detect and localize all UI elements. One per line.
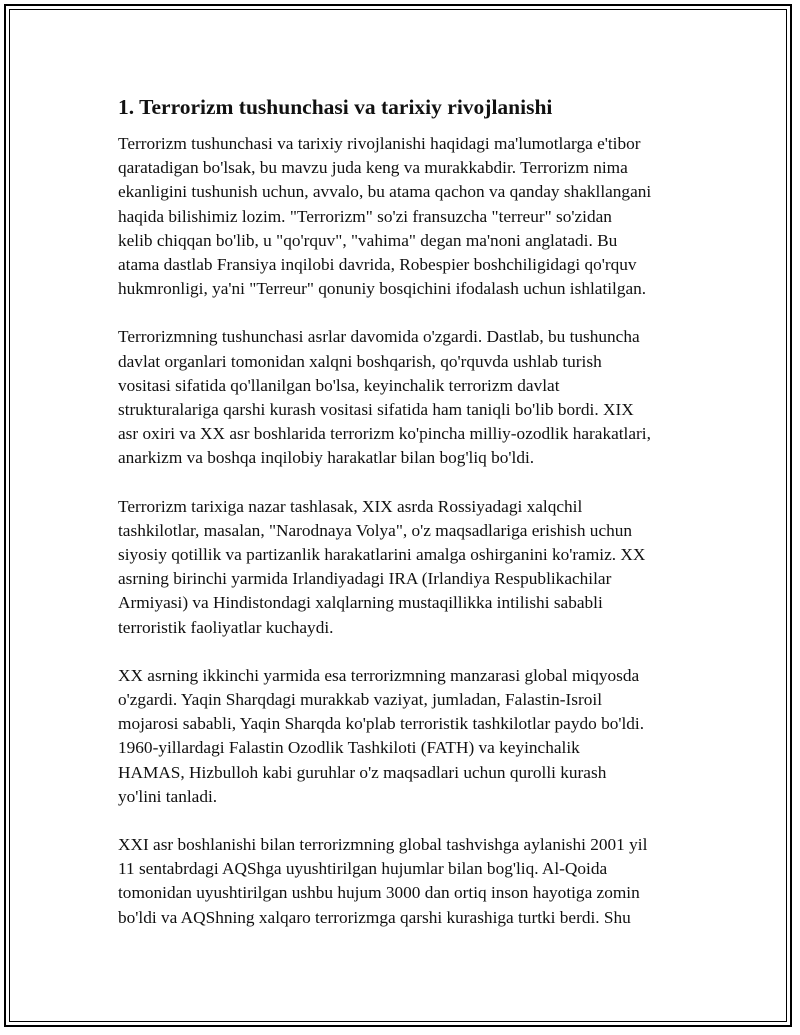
paragraph-line: Terrorizm tushunchasi va tarixiy rivojlanishi haqidagi ma'lumotlarga e'tibor: [118, 134, 641, 153]
paragraph-line: haqida bilishimiz lozim. "Terrorizm" so'zi fransuzcha "terreur" so'zidan: [118, 206, 612, 226]
paragraph-line: HAMAS, Hizbulloh kabi guruhlar o'z maqsadlari uchun qurolli kurash: [118, 762, 607, 782]
paragraph-3: [118, 495, 708, 640]
paragraph-line: davlat organlari tomonidan xalqni boshqarish, qo'rquvda ushlab turish: [118, 351, 602, 371]
paragraph-line: XXI asr boshlanishi bilan terrorizmning global tashvishga aylanishi 2001 yil: [118, 835, 648, 855]
paragraph-line: Armiyasi) va Hindistondagi xalqlarning mustaqillikka intilishi sababli: [118, 593, 603, 613]
paragraph-line: XX asrning ikkinchi yarmida esa terrorizmning manzarasi global miqyosda: [118, 665, 640, 685]
paragraph-line: yo'lini tanladi.: [118, 786, 218, 806]
paragraph-2: [118, 325, 708, 470]
paragraph-line: asrning birinchi yarmida Irlandiyadagi IRA (Irlandiya Respublikachilar: [118, 569, 612, 589]
paragraph-line: ekanligini tushunish uchun, avvalo, bu atama qachon va qanday shakllangani: [118, 182, 652, 202]
paragraph-line: mojarosi sababli, Yaqin Sharqda ko'plab terroristik tashkilotlar paydo bo'ldi.: [118, 714, 645, 734]
paragraph-line: strukturalariga qarshi kurash vositasi sifatida ham taniqli bo'lib bordi. XIX: [118, 400, 634, 420]
paragraph-line: qaratadigan bo'lsak, bu mavzu juda keng va murakkabdir. Terrorizm nima: [118, 158, 628, 178]
paragraph-1: [118, 132, 708, 301]
paragraph-line: Terrorizmning tushunchasi asrlar davomida o'zgardi. Dastlab, bu tushuncha: [118, 327, 640, 347]
paragraph-line: Terrorizm tarixiga nazar tashlasak, XIX asrda Rossiyadagi xalqchil: [118, 496, 583, 516]
paragraph-line: siyosiy qotillik va partizanlik harakatlarini amalga oshirganini ko'ramiz. XX: [118, 545, 646, 565]
paragraph-line: terroristik faoliyatlar kuchaydi.: [118, 617, 334, 637]
paragraph-4: [118, 664, 708, 809]
section-title: 1. Terrorizm tushunchasi va tarixiy rivojlanishi: [118, 95, 553, 119]
document-body: [118, 94, 708, 954]
paragraph-line: tomonidan uyushtirilgan ushbu hujum 3000 dan ortiq inson hayotiga zomin: [118, 883, 640, 903]
paragraph-5: [118, 833, 708, 930]
paragraph-line: 11 sentabrdagi AQShga uyushtirilgan hujumlar bilan bog'liq. Al-Qoida: [118, 859, 608, 879]
paragraph-line: vositasi sifatida qo'llanilgan bo'lsa, keyinchalik terrorizm davlat: [118, 375, 560, 395]
paragraph-line: o'zgardi. Yaqin Sharqdagi murakkab vaziyat, jumladan, Falastin-Isroil: [118, 690, 603, 710]
paragraph-line: atama dastlab Fransiya inqilobi davrida, Robespier boshchiligidagi qo'rquv: [118, 255, 637, 275]
paragraph-line: tashkilotlar, masalan, "Narodnaya Volya", o'z maqsadlariga erishish uchun: [118, 520, 633, 540]
paragraph-line: kelib chiqqan bo'lib, u "qo'rquv", "vahima" degan ma'noni anglatadi. Bu: [118, 230, 618, 250]
paragraph-line: anarkizm va boshqa inqilobiy harakatlar bilan bog'liq bo'ldi.: [118, 448, 535, 468]
paragraph-line: asr oxiri va XX asr boshlarida terrorizm ko'pincha milliy-ozodlik harakatlari,: [118, 424, 651, 444]
paragraph-line: 1960-yillardagi Falastin Ozodlik Tashkiloti (FATH) va keyinchalik: [118, 738, 580, 758]
paragraph-line: bo'ldi va AQShning xalqaro terrorizmga qarshi kurashiga turtki berdi. Shu: [118, 907, 631, 927]
paragraph-line: hukmronligi, ya'ni "Terreur" qonuniy bosqichini ifodalash uchun ishlatilgan.: [118, 279, 647, 299]
